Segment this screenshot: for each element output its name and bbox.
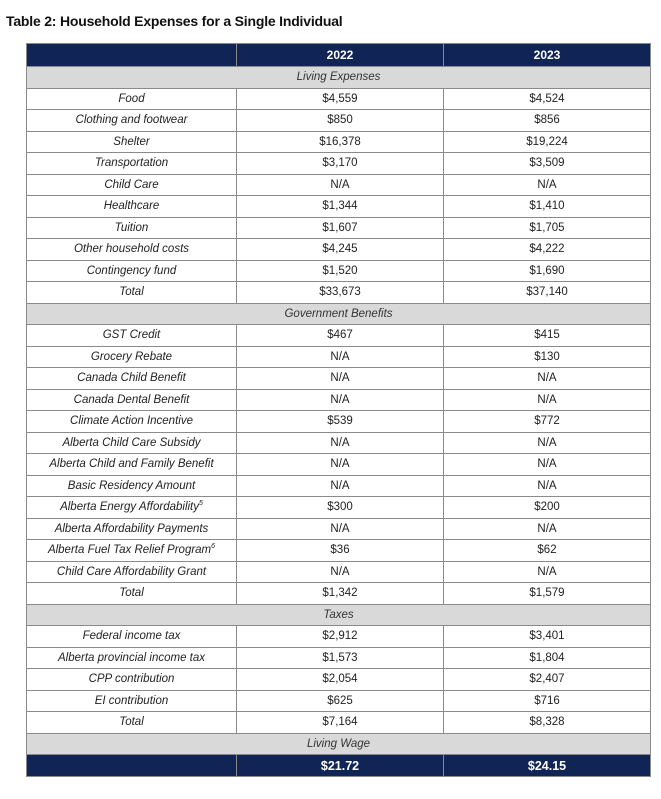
- section-title: Government Benefits: [27, 303, 651, 325]
- value-2022: $1,344: [237, 196, 444, 218]
- row-label: Canada Dental Benefit: [73, 393, 190, 406]
- table-row: [27, 153, 651, 175]
- row-label-cell: [27, 454, 237, 476]
- table-row: [27, 432, 651, 454]
- row-label: Alberta Energy Affordability: [60, 501, 199, 514]
- table-row: [27, 88, 651, 110]
- row-label-cell: [27, 325, 237, 347]
- value-2022: $4,559: [237, 88, 444, 110]
- value-2022: N/A: [237, 561, 444, 583]
- table-row: [27, 712, 651, 734]
- row-label: Food: [118, 92, 145, 105]
- value-2022: $467: [237, 325, 444, 347]
- table-row: [27, 411, 651, 433]
- value-2023: $200: [444, 497, 651, 519]
- table-title: Table 2: Household Expenses for a Single Individual: [6, 13, 343, 29]
- value-2022: N/A: [237, 518, 444, 540]
- value-2023: N/A: [444, 454, 651, 476]
- row-label: Federal income tax: [82, 630, 181, 643]
- value-2023: $716: [444, 690, 651, 712]
- value-2023: $1,410: [444, 196, 651, 218]
- living-wage-section-row: [27, 733, 651, 755]
- value-2023: $1,804: [444, 647, 651, 669]
- row-label: Alberta Affordability Payments: [54, 522, 209, 535]
- table-row: [27, 475, 651, 497]
- value-2022: $7,164: [237, 712, 444, 734]
- value-2023: N/A: [444, 174, 651, 196]
- value-2023: $62: [444, 540, 651, 562]
- value-2022: N/A: [237, 174, 444, 196]
- table-row: [27, 260, 651, 282]
- value-2022: N/A: [237, 432, 444, 454]
- row-label: Child Care Affordability Grant: [56, 565, 207, 578]
- row-label: Alberta Child and Family Benefit: [49, 458, 214, 471]
- table-row: [27, 583, 651, 605]
- header-2022: 2022: [237, 44, 444, 67]
- row-label-cell: [27, 110, 237, 132]
- row-label: Transportation: [94, 157, 169, 170]
- value-2023: $1,690: [444, 260, 651, 282]
- row-label: Total: [119, 587, 144, 600]
- table-row: [27, 647, 651, 669]
- table-row: [27, 174, 651, 196]
- section-header-row: [27, 303, 651, 325]
- value-2022: $539: [237, 411, 444, 433]
- table-row: [27, 561, 651, 583]
- section-header-row: [27, 604, 651, 626]
- value-2023: $37,140: [444, 282, 651, 304]
- row-label: Canada Child Benefit: [77, 372, 186, 385]
- table-row: [27, 217, 651, 239]
- value-2023: N/A: [444, 368, 651, 390]
- value-2022: $850: [237, 110, 444, 132]
- row-label: Total: [119, 716, 144, 729]
- table-row: [27, 239, 651, 261]
- table-row: [27, 196, 651, 218]
- row-label: EI contribution: [94, 694, 169, 707]
- value-2022: $33,673: [237, 282, 444, 304]
- value-2023: $415: [444, 325, 651, 347]
- value-2023: $19,224: [444, 131, 651, 153]
- table-row: [27, 346, 651, 368]
- table-row: [27, 497, 651, 519]
- section-title: Taxes: [27, 604, 651, 626]
- footnote-marker: 5: [199, 500, 203, 508]
- value-2023: $2,407: [444, 669, 651, 691]
- value-2023: $3,401: [444, 626, 651, 648]
- value-2023: $130: [444, 346, 651, 368]
- table-row: [27, 454, 651, 476]
- row-label-cell: [27, 260, 237, 282]
- row-label-cell: [27, 131, 237, 153]
- value-2023: $772: [444, 411, 651, 433]
- value-2022: N/A: [237, 346, 444, 368]
- table-row: [27, 626, 651, 648]
- value-2022: N/A: [237, 454, 444, 476]
- row-label-cell: [27, 88, 237, 110]
- table-row: [27, 690, 651, 712]
- row-label-cell: [27, 583, 237, 605]
- value-2022: $625: [237, 690, 444, 712]
- row-label: Climate Action Incentive: [70, 415, 193, 428]
- row-label-cell: [27, 497, 237, 519]
- living-wage-row: [27, 755, 651, 777]
- row-label-cell: [27, 346, 237, 368]
- row-label: Contingency fund: [86, 264, 177, 277]
- table-row: [27, 518, 651, 540]
- row-label-cell: [27, 518, 237, 540]
- living-wage-empty-cell: [27, 755, 237, 777]
- row-label: Grocery Rebate: [90, 350, 173, 363]
- value-2022: $4,245: [237, 239, 444, 261]
- value-2022: $1,342: [237, 583, 444, 605]
- table-body: [27, 67, 651, 734]
- value-2022: $1,520: [237, 260, 444, 282]
- value-2023: N/A: [444, 518, 651, 540]
- value-2022: $2,054: [237, 669, 444, 691]
- value-2022: N/A: [237, 389, 444, 411]
- row-label: Alberta Child Care Subsidy: [62, 436, 201, 449]
- row-label-cell: [27, 690, 237, 712]
- row-label: CPP contribution: [88, 673, 175, 686]
- value-2023: $1,705: [444, 217, 651, 239]
- row-label-cell: [27, 282, 237, 304]
- row-label-cell: [27, 712, 237, 734]
- row-label-cell: [27, 626, 237, 648]
- value-2023: N/A: [444, 475, 651, 497]
- row-label-cell: [27, 411, 237, 433]
- value-2022: N/A: [237, 475, 444, 497]
- table-row: [27, 131, 651, 153]
- value-2022: $16,378: [237, 131, 444, 153]
- row-label-cell: [27, 475, 237, 497]
- value-2022: $300: [237, 497, 444, 519]
- value-2022: $1,573: [237, 647, 444, 669]
- table-row: [27, 389, 651, 411]
- section-title: Living Expenses: [27, 67, 651, 89]
- value-2023: $4,524: [444, 88, 651, 110]
- value-2023: $856: [444, 110, 651, 132]
- table-row: [27, 325, 651, 347]
- value-2023: N/A: [444, 389, 651, 411]
- living-wage-2022: $21.72: [237, 755, 444, 777]
- living-wage-label: Living Wage: [27, 733, 651, 755]
- row-label: Clothing and footwear: [75, 114, 188, 127]
- row-label: Basic Residency Amount: [67, 479, 196, 492]
- row-label-cell: [27, 196, 237, 218]
- table-row: [27, 669, 651, 691]
- row-label: Alberta provincial income tax: [57, 651, 205, 664]
- row-label: GST Credit: [102, 329, 161, 342]
- row-label-cell: [27, 389, 237, 411]
- row-label: Alberta Fuel Tax Relief Program: [47, 544, 212, 557]
- value-2022: $3,170: [237, 153, 444, 175]
- row-label: Other household costs: [73, 243, 190, 256]
- row-label-cell: [27, 432, 237, 454]
- section-header-row: [27, 67, 651, 89]
- row-label: Total: [119, 286, 144, 299]
- row-label-cell: [27, 647, 237, 669]
- value-2023: $4,222: [444, 239, 651, 261]
- row-label: Child Care: [104, 178, 159, 191]
- row-label-cell: [27, 174, 237, 196]
- header-2023: 2023: [444, 44, 651, 67]
- row-label-cell: [27, 669, 237, 691]
- value-2022: N/A: [237, 368, 444, 390]
- row-label-cell: [27, 368, 237, 390]
- row-label-cell: [27, 153, 237, 175]
- value-2022: $1,607: [237, 217, 444, 239]
- value-2022: $2,912: [237, 626, 444, 648]
- value-2023: $3,509: [444, 153, 651, 175]
- footnote-marker: 6: [211, 543, 216, 551]
- row-label-cell: [27, 217, 237, 239]
- row-label-cell: [27, 239, 237, 261]
- value-2023: $8,328: [444, 712, 651, 734]
- table-row: [27, 540, 651, 562]
- value-2022: $36: [237, 540, 444, 562]
- value-2023: N/A: [444, 561, 651, 583]
- value-2023: $1,579: [444, 583, 651, 605]
- row-label-cell: [27, 540, 237, 562]
- header-empty-cell: [27, 44, 237, 67]
- row-label: Shelter: [113, 135, 150, 148]
- table-row: [27, 368, 651, 390]
- table-row: [27, 282, 651, 304]
- row-label-cell: [27, 561, 237, 583]
- living-wage-2023: $24.15: [444, 755, 651, 777]
- value-2023: N/A: [444, 432, 651, 454]
- row-label: Tuition: [114, 221, 149, 234]
- row-label: Healthcare: [103, 200, 160, 213]
- expenses-table: [26, 43, 651, 777]
- header-row: [27, 44, 651, 67]
- table-row: [27, 110, 651, 132]
